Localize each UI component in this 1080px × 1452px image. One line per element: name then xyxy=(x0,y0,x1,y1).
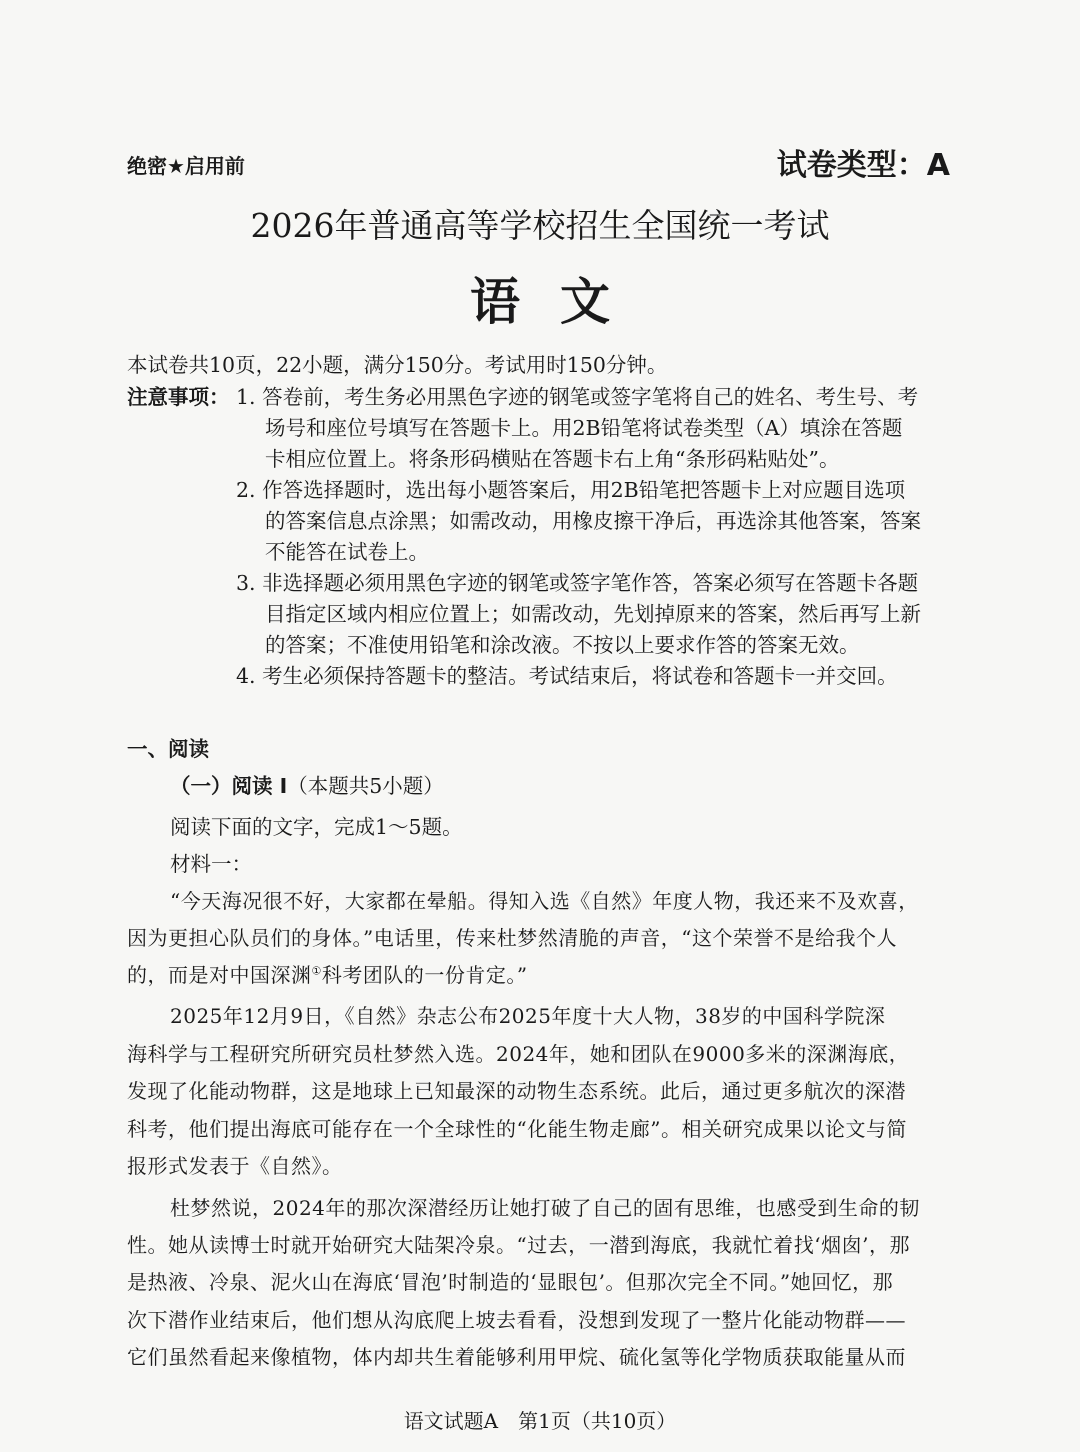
note-line: 3. 非选择题必须用黑色字迹的钢笔或签字笔作答，答案必须写在答题卡各题 xyxy=(236,571,919,595)
passage-line: 因为更担心队员们的身体。”电话里，传来杜梦然清脆的声音，“这个荣誉不是给我个人 xyxy=(127,926,897,950)
note-line: 目指定区域内相应位置上；如需改动，先划掉原来的答案，然后再写上新 xyxy=(265,602,921,626)
passage-line: 报形式发表于《自然》。 xyxy=(127,1154,343,1178)
paper-type-label: 试卷类型：A xyxy=(776,148,950,183)
subsection-label: （一）阅读 I xyxy=(170,774,288,798)
passage-line xyxy=(127,959,528,988)
notes-label: 注意事项： xyxy=(127,385,230,409)
passage-line: 它们虽然看起来像植物，体内却共生着能够利用甲烷、硫化氢等化学物质获取能量从而 xyxy=(127,1345,906,1369)
instruction-text: 阅读下面的文字，完成1～5题。 xyxy=(170,815,463,839)
note-line: 2. 作答选择题时，选出每小题答案后，用2B铅笔把答题卡上对应题目选项 xyxy=(236,478,906,502)
note-line: 的答案信息点涂黑；如需改动，用橡皮擦干净后，再选涂其他答案，答案 xyxy=(265,509,921,533)
exam-intro: 本试卷共10页，22小题，满分150分。考试用时150分钟。 xyxy=(127,353,668,377)
passage-line: 杜梦然说，2024年的那次深潜经历让她打破了自己的固有思维，也感受到生命的韧 xyxy=(170,1196,920,1220)
passage-line: 发现了化能动物群，这是地球上已知最深的动物生态系统。此后，通过更多航次的深潜 xyxy=(127,1079,906,1103)
page-footer: 语文试题A 第1页（共10页） xyxy=(403,1409,677,1433)
passage-line: 科考，他们提出海底可能存在一个全球性的“化能生物走廊”。相关研究成果以论文与简 xyxy=(127,1117,907,1141)
material-label: 材料一： xyxy=(170,852,252,876)
passage-line: 性。她从读博士时就开始研究大陆架冷泉。“过去，一潜到海底，我就忙着找‘烟囱’，那 xyxy=(127,1233,910,1257)
subsection-note: （本题共5小题） xyxy=(287,774,444,798)
passage-line: 是热液、冷泉、泥火山在海底‘冒泡’时制造的‘显眼包’。但那次完全不同。”她回忆，那 xyxy=(127,1270,894,1294)
footnote-marker: ① xyxy=(311,964,322,978)
subject-title: 语文 xyxy=(470,273,650,331)
passage-fragment: 的，而是对中国深渊 xyxy=(127,963,312,987)
confidential-label: 绝密★启用前 xyxy=(127,154,245,178)
section-heading: 一、阅读 xyxy=(127,737,209,761)
note-line: 1. 答卷前，考生务必用黑色字迹的钢笔或签字笔将自己的姓名、考生号、考 xyxy=(236,385,919,409)
passage-line: “今天海况很不好，大家都在晕船。得知入选《自然》年度人物，我还来不及欢喜， xyxy=(170,889,919,913)
passage-fragment: 科考团队的一份肯定。” xyxy=(321,963,528,987)
note-line: 卡相应位置上。将条形码横贴在答题卡右上角“条形码粘贴处”。 xyxy=(265,447,840,471)
note-line: 4. 考生必须保持答题卡的整洁。考试结束后，将试卷和答题卡一并交回。 xyxy=(236,664,898,688)
note-line: 的答案；不准使用铅笔和涂改液。不按以上要求作答的答案无效。 xyxy=(265,633,860,657)
passage-line: 2025年12月9日，《自然》杂志公布2025年度十大人物，38岁的中国科学院深 xyxy=(170,1004,886,1028)
passage-line: 海科学与工程研究所研究员杜梦然入选。2024年，她和团队在9000多米的深渊海底， xyxy=(127,1042,910,1066)
note-line: 场号和座位号填写在答题卡上。用2B铅笔将试卷类型（A）填涂在答题 xyxy=(265,416,903,440)
subsection-heading xyxy=(170,769,444,799)
note-line: 不能答在试卷上。 xyxy=(265,540,429,564)
exam-title: 2026年普通高等学校招生全国统一考试 xyxy=(250,206,830,245)
passage-line: 次下潜作业结束后，他们想从沟底爬上坡去看看，没想到发现了一整片化能动物群—— xyxy=(127,1308,906,1332)
